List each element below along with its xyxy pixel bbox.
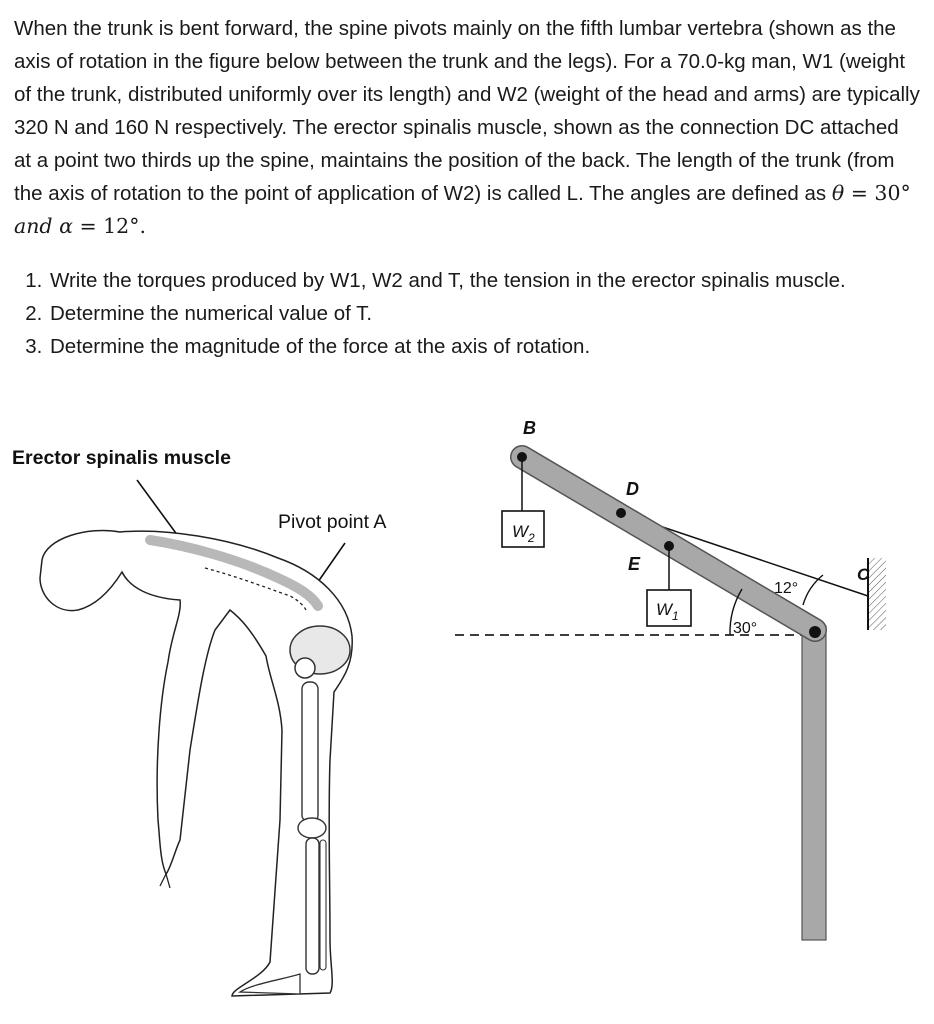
- point-d-label: D: [626, 479, 639, 499]
- theta-value: = 30°: [844, 181, 911, 205]
- mechanics-diagram: [455, 418, 886, 940]
- alpha-angle-label: 12°: [774, 580, 799, 597]
- leg-bar: [802, 626, 826, 940]
- alpha-symbol: α: [59, 214, 73, 238]
- knee-joint: [298, 818, 326, 838]
- pivot-dot: [809, 626, 821, 638]
- muscle-pointer-line: [137, 480, 178, 536]
- biomechanics-figure: [0, 400, 934, 1024]
- point-c-label: C: [857, 565, 870, 584]
- theta-angle-label: 30°: [733, 620, 758, 637]
- alpha-value: = 12°: [72, 214, 140, 238]
- fibula: [320, 840, 326, 970]
- point-b-label: B: [523, 418, 536, 438]
- question-item: [48, 297, 928, 330]
- question-text: Determine the magnitude of the force at the axis of rotation.: [50, 335, 591, 358]
- femur: [302, 682, 318, 822]
- problem-text: When the trunk is bent forward, the spine pivots mainly on the fifth lumbar vertebra (shown as the axis of rotation in the figure below between the trunk and the legs). For a 70.0-kg man, W1 (weight of the trunk, distributed uniformly over its length) and W2 (weight of the head and arms) are typically 320 N and 160 N respectively. The erector spinalis muscle, shown as the connection DC attached at a point two thirds up the spine, maintains the position of the back. The length of the trunk (from the axis of rotation to the point of application of W2) is called L. The angles are defined as: [14, 17, 920, 205]
- question-list: [14, 264, 928, 363]
- sentence-end: .: [139, 214, 146, 238]
- w2-label-main: W: [512, 522, 529, 541]
- w1-label-sub: 1: [672, 609, 679, 623]
- problem-paragraph: [14, 12, 920, 243]
- pivot-label: Pivot point A: [278, 511, 387, 533]
- and-word: and: [14, 214, 60, 238]
- w1-label-main: W: [656, 600, 673, 619]
- tibia: [306, 838, 319, 974]
- human-illustration: [12, 447, 386, 996]
- wall-hatch: [868, 558, 886, 630]
- hip-joint: [295, 658, 315, 678]
- question-text: Write the torques produced by W1, W2 and T, the tension in the erector spinalis muscle.: [50, 269, 846, 292]
- hand-outline: [160, 874, 170, 888]
- w2-label-sub: 2: [528, 531, 535, 545]
- point-d-dot: [616, 508, 626, 518]
- question-item: [48, 330, 928, 363]
- question-item: [48, 264, 928, 297]
- point-e-label: E: [628, 554, 641, 574]
- question-text: Determine the numerical value of T.: [50, 302, 373, 325]
- muscle-label: Erector spinalis muscle: [12, 447, 231, 469]
- problem-statement: [14, 12, 920, 243]
- theta-symbol: θ: [831, 181, 845, 205]
